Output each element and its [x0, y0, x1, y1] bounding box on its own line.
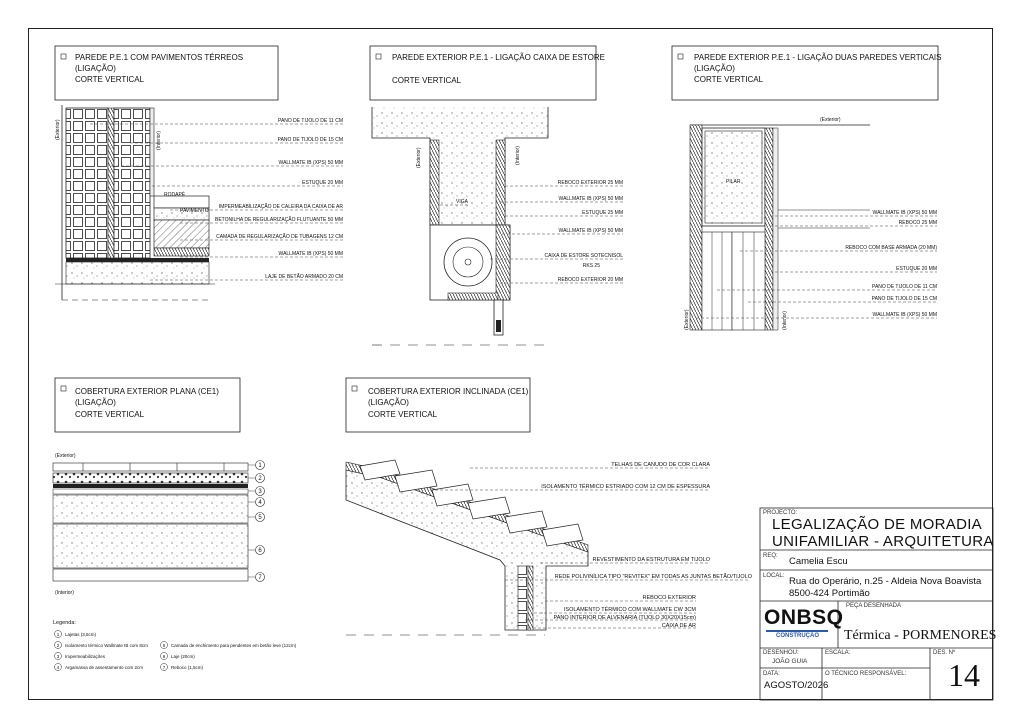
- d3-title-2: (LIGAÇÃO): [694, 64, 735, 73]
- detail-3-two-walls: [672, 46, 941, 330]
- d2-callout-7: RKS 25: [582, 263, 600, 269]
- d4-legend-1: Lajetas (3,5cm): [65, 632, 97, 637]
- d2-callout-5: WALLMATE IB (XPS) 50 MM: [558, 228, 623, 234]
- d4-legend-4: Argamassa de assentamento com 2cm: [65, 665, 144, 670]
- d4-legend-3: Impermeabilizações: [65, 654, 106, 659]
- d4-marker-2: 2: [258, 476, 262, 482]
- d3-callout-1: WALLMATE IB (XPS) 50 MM: [872, 210, 937, 216]
- d2-callout-2: REBOCO EXTERIOR 25 MM: [557, 180, 623, 186]
- d4-legend-2: Isolamento térmico Wallmate IB com 8cm: [65, 643, 148, 648]
- d4-legend-n1: 1: [56, 632, 60, 637]
- d4-side-exterior: (Exterior): [55, 453, 76, 459]
- d4-legend-n7: 7: [162, 665, 166, 670]
- peca-value: Térmica - PORMENORES: [844, 628, 997, 643]
- d2-callout-6: CAIXA DE ESTORE SOTECNISOL: [544, 253, 623, 259]
- d1-callout-8: BETONILHA DE REGULARIZAÇÃO FLUTUANTE 50 MM: [215, 217, 343, 223]
- d5-callout-1: TELHAS DE CANUDO DE COR CLARA: [611, 462, 710, 468]
- d4-title-3: CORTE VERTICAL: [75, 410, 145, 419]
- d1-title-3: CORTE VERTICAL: [75, 75, 145, 84]
- d4-legend-n3: 3: [56, 654, 60, 659]
- d4-legend-n4: 4: [56, 665, 60, 670]
- logo-underline: [766, 630, 828, 632]
- d5-callout-8: CAIXA DE AR: [661, 623, 696, 629]
- d1-callout-4: ESTUQUE 20 MM: [302, 180, 343, 186]
- d5-title-1: COBERTURA EXTERIOR INCLINADA (CE1): [368, 387, 529, 396]
- d1-callout-pavimento: PAVIMENTO: [180, 208, 209, 214]
- d3-side-interior: (Interior): [782, 311, 788, 330]
- d3-callout-6: PANO DE TIJOLO DE 15 CM: [871, 296, 937, 302]
- d2-callout-8: REBOCO EXTERIOR 20 MM: [557, 277, 623, 283]
- d1-callout-2: PANO DE TIJOLO DE 15 CM: [277, 137, 343, 143]
- d5-callout-2: ISOLAMENTO TÉRMICO ESTRIADO COM 12 CM DE ESPESSURA: [541, 484, 710, 490]
- d1-callout-11: LAJE DE BETÃO ARMADO 20 CM: [265, 274, 343, 280]
- logo-subtitle: CONSTRUÇÃO: [776, 633, 819, 639]
- d5-title-2: (LIGAÇÃO): [368, 398, 409, 407]
- logo-text: ONBSQ: [764, 606, 844, 629]
- d2-title-1: PAREDE EXTERIOR P.E.1 - LIGAÇÃO CAIXA DE ESTORE: [392, 53, 605, 62]
- d1-callout-9: CAMADA DE REGULARIZAÇÃO DE TUBAGENS 12 CM: [216, 234, 343, 240]
- d3-title-1: PAREDE EXTERIOR P.E.1 - LIGAÇÃO DUAS PAREDES VERTICAIS: [694, 53, 942, 62]
- data-value: AGOSTO/2026: [764, 680, 829, 691]
- data-label: DATA:: [763, 671, 780, 677]
- d3-callout-4: ESTUQUE 20 MM: [896, 266, 937, 272]
- d3-side-exterior-left: (Exterior): [684, 309, 690, 330]
- d3-callout-2: REBOCO 25 MM: [898, 220, 937, 226]
- d4-title-2: (LIGAÇÃO): [75, 398, 116, 407]
- desnr-label: DES. Nº: [933, 650, 956, 656]
- desenhou-value: JOÃO GUIA: [772, 658, 808, 665]
- d4-title-1: COBERTURA EXTERIOR PLANA (CE1): [75, 387, 219, 396]
- d4-legend-5: Camada de enchimento para pendentes em betão leve (12cm): [171, 643, 297, 648]
- tecnico-label: O TÉCNICO RESPONSÁVEL:: [825, 671, 907, 677]
- d1-callout-rodape: RODAPÉ: [164, 192, 186, 198]
- detail-1-wall-ground-floor: [55, 46, 343, 300]
- projecto-line-1: LEGALIZAÇÃO DE MORADIA: [772, 516, 982, 533]
- d3-title-3: CORTE VERTICAL: [694, 75, 764, 84]
- d5-callout-6: ISOLAMENTO TÉRMICO COM WALLMATE CW 3CM: [563, 607, 696, 613]
- d3-callout-5: PANO DE TIJOLO DE 11 CM: [871, 284, 937, 290]
- d3-side-exterior-top: (Exterior): [820, 117, 841, 123]
- d4-marker-4: 4: [258, 500, 262, 506]
- d4-marker-1: 1: [258, 463, 262, 469]
- desenhou-label: DESENHOU:: [763, 650, 799, 656]
- d3-pilar-label: PILAR: [726, 179, 741, 185]
- d4-legend-7: Reboco (1,5cm): [171, 665, 204, 670]
- d4-legend-n6: 6: [162, 654, 166, 659]
- d1-callout-1: PANO DE TIJOLO DE 11 CM: [277, 118, 343, 124]
- d2-callout-4: ESTUQUE 25 MM: [582, 210, 623, 216]
- d1-callout-7: IMPERMEABILIZAÇÃO DE CALEIRA DA CAIXA DE AR: [218, 204, 343, 210]
- d4-marker-5: 5: [258, 515, 262, 521]
- d1-callout-10: WALLMATE IB (XPS) 50 MM: [278, 251, 343, 257]
- detail-2-shutter-box: [370, 46, 623, 345]
- d1-title-1: PAREDE P.E.1 COM PAVIMENTOS TÉRREOS: [75, 53, 244, 62]
- d4-marker-7: 7: [258, 575, 262, 581]
- escala-label: ESCALA:: [825, 650, 851, 656]
- desnr-value: 14: [948, 657, 980, 693]
- d5-callout-5: REBOCO EXTERIOR: [642, 595, 696, 601]
- d3-callout-7: WALLMATE IB (XPS) 50 MM: [872, 312, 937, 318]
- company-logo: [762, 603, 844, 646]
- d4-side-interior: (Interior): [55, 590, 74, 596]
- peca-label: PEÇA DESENHADA: [846, 603, 902, 609]
- d4-marker-3: 3: [258, 489, 262, 495]
- d4-legend-6: Laje (20cm): [171, 654, 195, 659]
- d5-callout-4: REDE POLIVINÍLICA TIPO "REVITEX" EM TODAS AS JUNTAS BETÃO/TIJOLO: [554, 574, 752, 580]
- d4-legend-title: Legenda:: [53, 620, 76, 626]
- d2-title-2: CORTE VERTICAL: [392, 76, 462, 85]
- d3-callout-3: REBOCO COM BASE ARMADA (20 MM): [845, 245, 937, 251]
- d1-title-2: (LIGAÇÃO): [75, 64, 116, 73]
- d1-callout-3: WALLMATE IB (XPS) 50 MM: [278, 160, 343, 166]
- d2-callout-viga: VIGA: [456, 199, 468, 205]
- d1-side-interior: (Interior): [156, 131, 162, 150]
- d1-side-exterior: (Exterior): [55, 119, 61, 140]
- d4-legend-n2: 2: [56, 643, 60, 648]
- local-line-2: 8500-424 Portimão: [789, 588, 870, 599]
- d5-callout-3: REVESTIMENTO DA ESTRUTURA EM TIJOLO: [592, 557, 710, 563]
- detail-4-flat-roof: [53, 378, 297, 671]
- d4-marker-6: 6: [258, 548, 262, 554]
- d2-callout-3: WALLMATE IB (XPS) 50 MM: [558, 196, 623, 202]
- req-label: REQ:: [763, 553, 778, 559]
- local-line-1: Rua do Operário, n.25 - Aldeia Nova Boavista: [789, 576, 982, 587]
- d5-callout-7: PANO INTERIOR DE ALVENARIA (TIJOLO 30X20X15cm): [553, 615, 696, 621]
- projecto-label: PROJECTO:: [763, 510, 798, 516]
- d5-title-3: CORTE VERTICAL: [368, 410, 438, 419]
- req-value: Camelia Escu: [789, 556, 848, 567]
- d4-legend-n5: 5: [162, 643, 166, 648]
- detail-5-pitched-roof: [346, 378, 753, 635]
- d2-side-exterior: (Exterior): [416, 147, 422, 168]
- local-label: LOCAL:: [763, 573, 785, 579]
- projecto-line-2: UNIFAMILIAR - ARQUITETURA: [772, 533, 994, 550]
- d2-side-interior: (Interior): [515, 146, 521, 165]
